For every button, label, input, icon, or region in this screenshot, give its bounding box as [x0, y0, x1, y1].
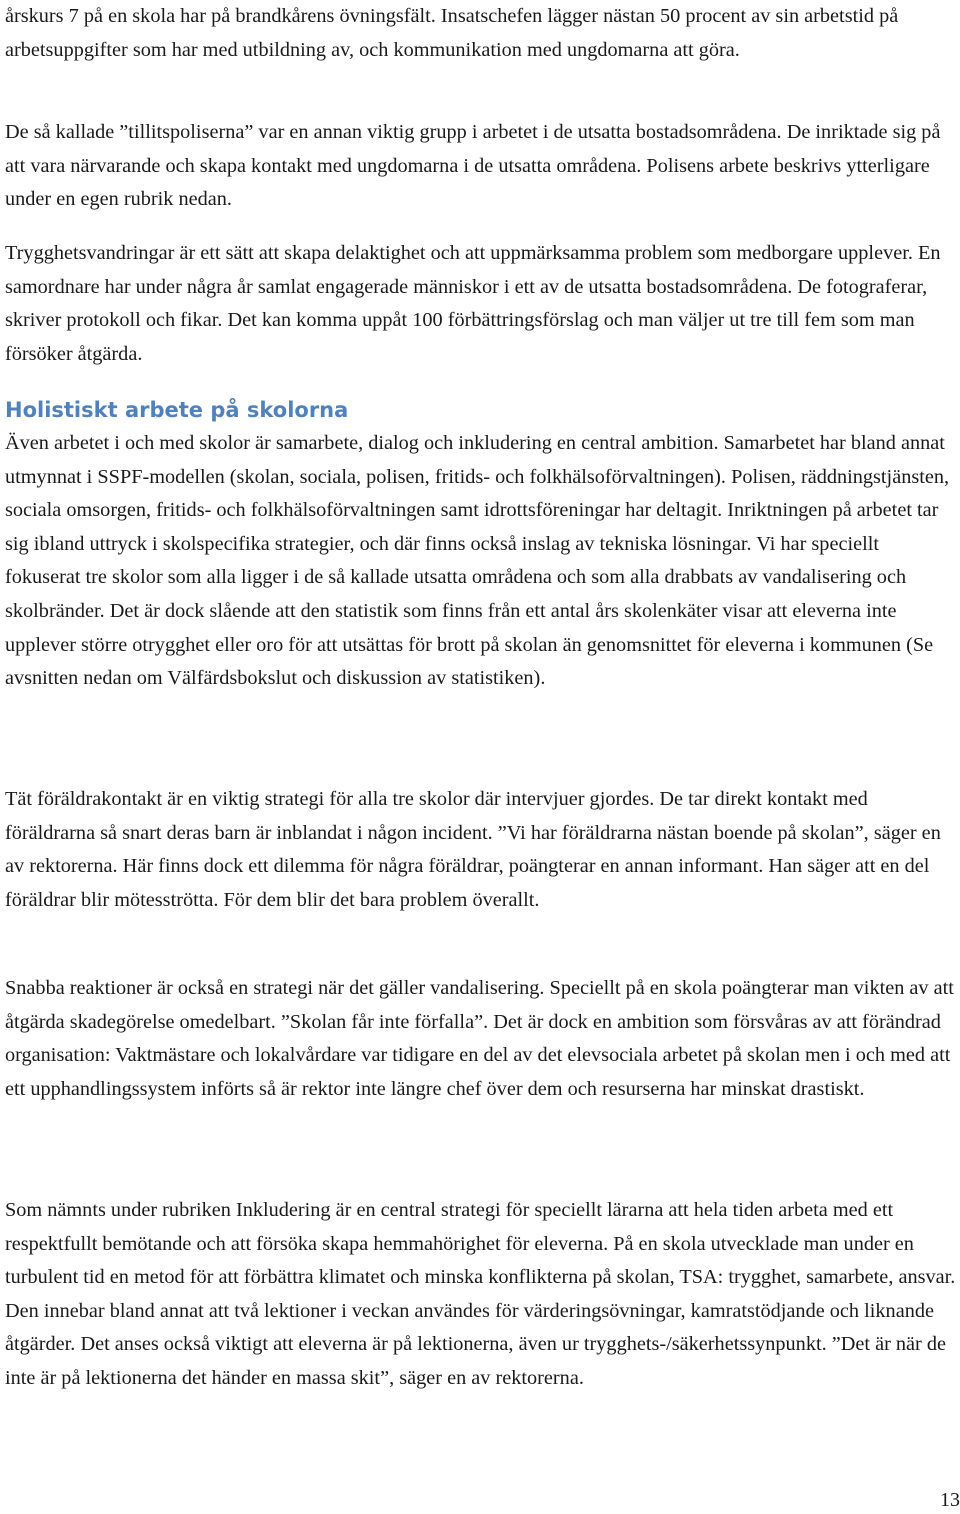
- paragraph-fire-department: årskurs 7 på en skola har på brandkårens övningsfält. Insatschefen lägger nästan 50 procent av sin arbetstid på arbetsuppgifter som har med utbildning av, och kommunikation med ungdomarna att göra.: [5, 5, 899, 61]
- paragraph-inclusion-strategy: Som nämnts under rubriken Inkludering är en central strategi för speciellt lärarna att hela tiden arbeta med ett respektfullt bemötande och att försöka skapa hemmahörighet för eleverna. På en skola utvecklade man under en turbulent tid en metod för att förbättra klimatet och minska konflikterna på skolan, TSA: trygghet, samarbete, ansvar. Den innebar bland annat att två lektioner i veckan användes för värderingsövningar, kamratstödjande och liknande åtgärder. Det anses också viktigt att eleverna är på lektionerna, även ur trygghets-/säkerhetssynpunkt. ”Det är när de inte är på lektionerna det händer en massa skit”, säger en av rektorerna.: [5, 1199, 956, 1389]
- paragraph-parent-contact: Tät föräldrakontakt är en viktig strategi för alla tre skolor där intervjuer gjordes. De tar direkt kontakt med föräldrarna så snart deras barn är inblandat i någon incident. ”Vi har föräldrarna nästan boende på skolan”, säger en av rektorerna. Här finns dock ett dilemma för några föräldrar, poängterar en annan informant. Han säger att en del föräldrar blir mötesströtta. För dem blir det bara problem överallt.: [5, 788, 941, 911]
- paragraph-school-collaboration: Även arbetet i och med skolor är samarbete, dialog och inkludering en central ambition. Samarbetet har bland annat utmynnat i SSPF-modellen (skolan, sociala, polisen, fritids- och folkhälsoförvaltningen). Polisen, räddningstjänsten, sociala omsorgen, fritids- och folkhälsoförvaltningen samt idrottsföreningar har deltagit. Inriktningen på arbetet tar sig ibland uttryck i skolspecifika strategier, och där finns också inslag av tekniska lösningar. Vi har speciellt fokuserat tre skolor som alla ligger i de så kallade utsatta områdena och som alla drabbats av vandalisering och skolbränder. Det är dock slående att den statistik som finns från ett antal års skolenkäter visar att eleverna inte upplever större otrygghet eller oro för att utsättas för brott på skolan än genomsnittet för eleverna i kommunen (Se avsnitten nedan om Välfärdsbokslut och diskussion av statistiken).: [5, 432, 950, 690]
- paragraph-quick-reactions: Snabba reaktioner är också en strategi när det gäller vandalisering. Speciellt på en skola poängterar man vikten av att åtgärda skadegörelse omedelbart. ”Skolan får inte förfalla”. Det är dock en ambition som försvåras av att förändrad organisation: Vaktmästare och lokalvårdare var tidigare en del av det elevsociala arbetet på skolan men i och med att ett upphandlingssystem införts så är rektor inte längre chef över dem och resurserna har minskat drastiskt.: [5, 977, 954, 1100]
- paragraph-trust-police: De så kallade ”tillitspoliserna” var en annan viktig grupp i arbetet i de utsatta bostadsområdena. De inriktade sig på att vara närvarande och skapa kontakt med ungdomarna i de utsatta områdena. Polisens arbete beskrivs ytterligare under en egen rubrik nedan.: [5, 121, 941, 211]
- section-heading: Holistiskt arbete på skolorna: [5, 398, 349, 422]
- page-number: 13: [940, 1489, 960, 1511]
- paragraph-safety-walks: Trygghetsvandringar är ett sätt att skapa delaktighet och att uppmärksamma problem som medborgare upplever. En samordnare har under några år samlat engagerade människor i ett av de utsatta bostadsområdena. De fotograferar, skriver protokoll och fikar. Det kan komma uppåt 100 förbättringsförslag och man väljer ut tre till fem som man försöker åtgärda.: [5, 242, 941, 365]
